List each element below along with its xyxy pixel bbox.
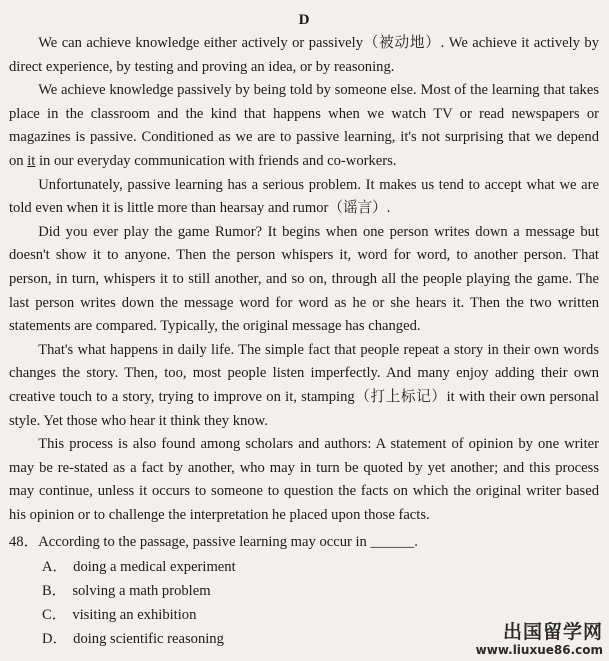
option-letter: C． — [42, 607, 67, 624]
option-text: visiting an exhibition — [72, 607, 197, 624]
watermark-url: www.liuxue86.com — [475, 643, 603, 657]
paragraph-2-after: in our everyday communication with friends and co-workers. — [35, 152, 397, 169]
question-48: 48．According to the passage, passive learning may occur in ______. — [9, 534, 418, 551]
underlined-word: it — [27, 152, 36, 169]
paragraph-6: This process is also found among scholars and authors: A statement of opinion by one writer may be re-stated as a fact by another, who may in turn be quoted by yet another; and this process may continue, unless it occurs to someone to question the facts on which the original writer based his opinion or to challenge the interpretation he placed upon those facts. — [9, 436, 599, 523]
paragraph-5: That's what happens in daily life. The simple fact that people repeat a story in their own words changes the story. Then, too, most people listen imperfectly. And many enjoy adding their own creative touch to a story, trying to improve on it, stamping（打上标记）it with their own personal style. Yet those who hear it think they know. — [9, 341, 599, 429]
option-text: doing scientific reasoning — [73, 631, 224, 648]
paragraph-2 — [9, 79, 599, 173]
option-letter: A． — [42, 559, 68, 576]
option-letter: B． — [42, 583, 67, 600]
paragraph-2-before: We achieve knowledge passively by being told by someone else. Most of the learning that takes place in the classroom and the kind that happens when we watch TV or read newspapers or magazines is passive. Conditioned as we are to passive learning, it's not surprising that we depend on — [9, 82, 599, 169]
watermark-name: 出国留学网 — [502, 621, 603, 643]
paragraph-4: Did you ever play the game Rumor? It begins when one person writes down a message but doesn't show it to anyone. Then the person whispers it, word for word, to another person. That person, in turn, whispers it to still another, and so on, through all the people playing the game. The last person writes down the message word for word as he or she hears it. Then the two written statements are compared. Typically, the original message has changed. — [9, 223, 599, 335]
paragraph-3: Unfortunately, passive learning has a serious problem. It makes us tend to accept what we are told even when it is little more than hearsay and rumor（谣言）. — [9, 176, 599, 217]
option-b — [42, 579, 599, 603]
option-letter: D． — [42, 631, 68, 648]
paragraph-1: We can achieve knowledge either actively or passively（被动地）. We achieve it actively by direct experience, by testing and proving an idea, or by reasoning. — [9, 35, 599, 75]
site-watermark — [476, 621, 603, 657]
section-title: D — [298, 12, 310, 28]
option-text: solving a math problem — [72, 583, 211, 600]
option-text: doing a medical experiment — [73, 559, 236, 576]
option-a — [42, 555, 599, 579]
